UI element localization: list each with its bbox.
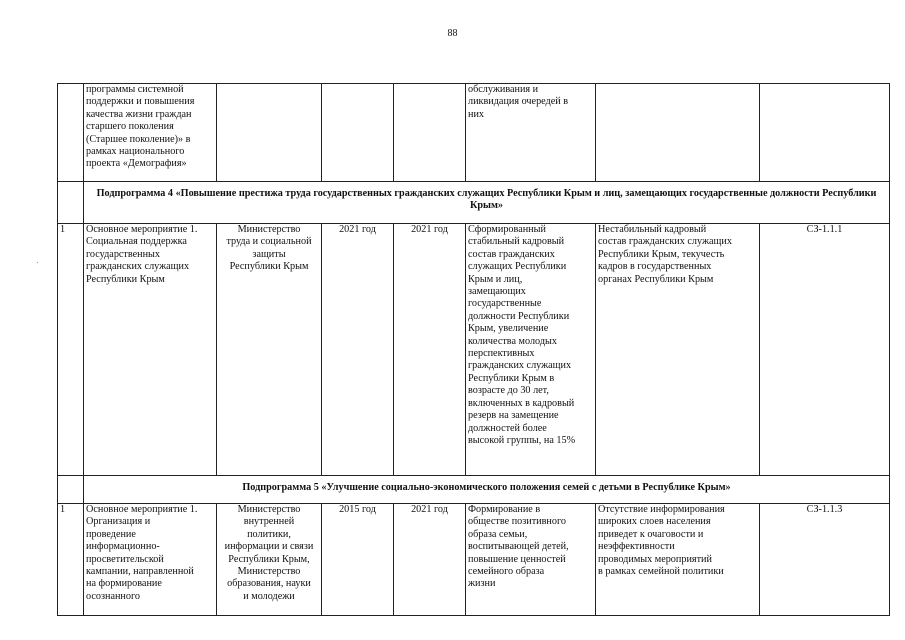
cell-end: 2021 год bbox=[394, 224, 466, 476]
cell-line: Республики Крым bbox=[229, 261, 309, 273]
cell-line: осознанного bbox=[86, 590, 140, 602]
cell-line: просветительской bbox=[86, 553, 164, 565]
cell-line: стабильный кадровый bbox=[468, 236, 565, 248]
cell-line: Сформированный bbox=[468, 224, 546, 235]
cell-line: Основное мероприятие 1. bbox=[86, 224, 198, 235]
cell-result bbox=[466, 224, 596, 476]
cell-line: внутренней bbox=[243, 516, 295, 528]
cell-consequence bbox=[596, 504, 760, 616]
cell-line: возрасте до 30 лет, bbox=[468, 385, 549, 397]
cell-indicator: СЗ-1.1.1 bbox=[760, 224, 890, 476]
cell-line: государственных bbox=[86, 248, 160, 260]
cell-line: органах Республики Крым bbox=[598, 273, 714, 285]
cell-line: включенных в кадровый bbox=[468, 397, 575, 409]
cell-result bbox=[466, 504, 596, 616]
cell-event bbox=[84, 84, 217, 182]
cell-line: Нестабильный кадровый bbox=[598, 224, 707, 235]
cell-line: приведет к очаговости и bbox=[598, 528, 704, 540]
cell-line: проведение bbox=[86, 528, 136, 540]
subprogram-4-title: Подпрограмма 4 «Повышение престижа труда государственных гражданских служащих Республики Крым и лиц, замещающих государственные должности Республики Крым» bbox=[84, 182, 890, 224]
cell-line: образа семьи, bbox=[468, 528, 528, 540]
cell-line: Республики Крым, bbox=[228, 553, 310, 565]
cell-line: политики, bbox=[247, 528, 291, 540]
cell-line: проекта «Демография» bbox=[86, 158, 187, 170]
cell-start: 2021 год bbox=[322, 224, 394, 476]
cell-consequence bbox=[596, 84, 760, 182]
cell-line: Крым, увеличение bbox=[468, 323, 549, 335]
cell-line: Крым и лиц, bbox=[468, 273, 523, 285]
cell-line: в рамках семейной политики bbox=[598, 566, 724, 578]
subprogram-5-row bbox=[58, 476, 890, 504]
cell-indicator: СЗ-1.1.3 bbox=[760, 504, 890, 616]
cell-line: семейного образа bbox=[468, 566, 545, 578]
cell-result bbox=[466, 84, 596, 182]
cell-line: ликвидация очередей в bbox=[468, 96, 569, 108]
cell-end bbox=[394, 84, 466, 182]
cell-line: государственные bbox=[468, 298, 542, 310]
table-row-subprogram-4-event bbox=[58, 224, 890, 476]
cell-line: количества молодых bbox=[468, 335, 557, 347]
cell-line: повышение ценностей bbox=[468, 553, 566, 565]
cell-line: жизни bbox=[468, 578, 496, 590]
cell-line: гражданских служащих bbox=[468, 360, 572, 372]
cell-line: рамках национального bbox=[86, 146, 185, 158]
cell-line: неэффективности bbox=[598, 541, 675, 553]
cell-line: Республики Крым в bbox=[468, 372, 555, 384]
cell-line: них bbox=[468, 108, 484, 120]
cell-event bbox=[84, 224, 217, 476]
cell-num bbox=[58, 182, 84, 224]
cell-line: Отсутствие информирования bbox=[598, 504, 725, 515]
cell-num: 1 bbox=[58, 224, 84, 476]
cell-line: труда и социальной bbox=[226, 236, 312, 248]
margin-mark bbox=[37, 262, 38, 263]
cell-line: кадров в государственных bbox=[598, 261, 712, 273]
cell-line: гражданских служащих bbox=[86, 261, 190, 273]
cell-line: и молодежи bbox=[243, 590, 295, 602]
cell-line: широких слоев населения bbox=[598, 516, 711, 528]
cell-line: Формирование в bbox=[468, 504, 541, 515]
cell-num bbox=[58, 84, 84, 182]
cell-line: Основное мероприятие 1. bbox=[86, 504, 198, 515]
cell-num bbox=[58, 476, 84, 504]
cell-line: на формирование bbox=[86, 578, 162, 590]
cell-line: программы системной bbox=[86, 84, 184, 95]
cell-line: обществе позитивного bbox=[468, 516, 566, 528]
cell-line: состав гражданских bbox=[468, 248, 555, 260]
cell-line: перспективных bbox=[468, 348, 535, 360]
cell-end: 2021 год bbox=[394, 504, 466, 616]
cell-line: резерв на замещение bbox=[468, 410, 559, 422]
cell-line: проводимых мероприятий bbox=[598, 553, 712, 565]
cell-executor bbox=[217, 224, 322, 476]
cell-start: 2015 год bbox=[322, 504, 394, 616]
cell-executor bbox=[217, 504, 322, 616]
cell-consequence bbox=[596, 224, 760, 476]
cell-line: должностей более bbox=[468, 422, 547, 434]
cell-line: поддержки и повышения bbox=[86, 96, 195, 108]
cell-num: 1 bbox=[58, 504, 84, 616]
cell-line: Министерство bbox=[237, 504, 301, 515]
program-table bbox=[57, 83, 890, 616]
subprogram-4-row bbox=[58, 182, 890, 224]
cell-line: Социальная поддержка bbox=[86, 236, 187, 248]
cell-line: служащих Республики bbox=[468, 261, 567, 273]
cell-line: должности Республики bbox=[468, 310, 570, 322]
cell-event bbox=[84, 504, 217, 616]
cell-line: воспитывающей детей, bbox=[468, 541, 569, 553]
cell-line: информации и связи bbox=[224, 541, 314, 553]
cell-line: Организация и bbox=[86, 516, 151, 528]
subprogram-5-title: Подпрограмма 5 «Улучшение социально-экономического положения семей с детьми в Республике Крым» bbox=[84, 476, 890, 504]
cell-line: старшего поколения bbox=[86, 121, 174, 133]
cell-line: качества жизни граждан bbox=[86, 108, 192, 120]
cell-line: информационно- bbox=[86, 541, 160, 553]
table-row-continuation bbox=[58, 84, 890, 182]
cell-line: состав гражданских служащих bbox=[598, 236, 732, 248]
cell-start bbox=[322, 84, 394, 182]
cell-line: защиты bbox=[252, 248, 286, 260]
cell-line: Республики Крым bbox=[86, 273, 165, 285]
cell-executor bbox=[217, 84, 322, 182]
cell-line: замещающих bbox=[468, 286, 526, 298]
cell-line: высокой группы, на 15% bbox=[468, 434, 576, 446]
cell-line: Министерство bbox=[237, 566, 301, 578]
table-row-subprogram-5-event bbox=[58, 504, 890, 616]
cell-line: Министерство bbox=[237, 224, 301, 235]
cell-line: образования, науки bbox=[227, 578, 311, 590]
cell-line: Республики Крым, текучесть bbox=[598, 248, 725, 260]
cell-line: (Старшее поколение)» в bbox=[86, 133, 191, 145]
cell-line: кампании, направленной bbox=[86, 566, 194, 578]
page-number: 88 bbox=[447, 28, 458, 39]
cell-indicator bbox=[760, 84, 890, 182]
cell-line: обслуживания и bbox=[468, 84, 539, 95]
